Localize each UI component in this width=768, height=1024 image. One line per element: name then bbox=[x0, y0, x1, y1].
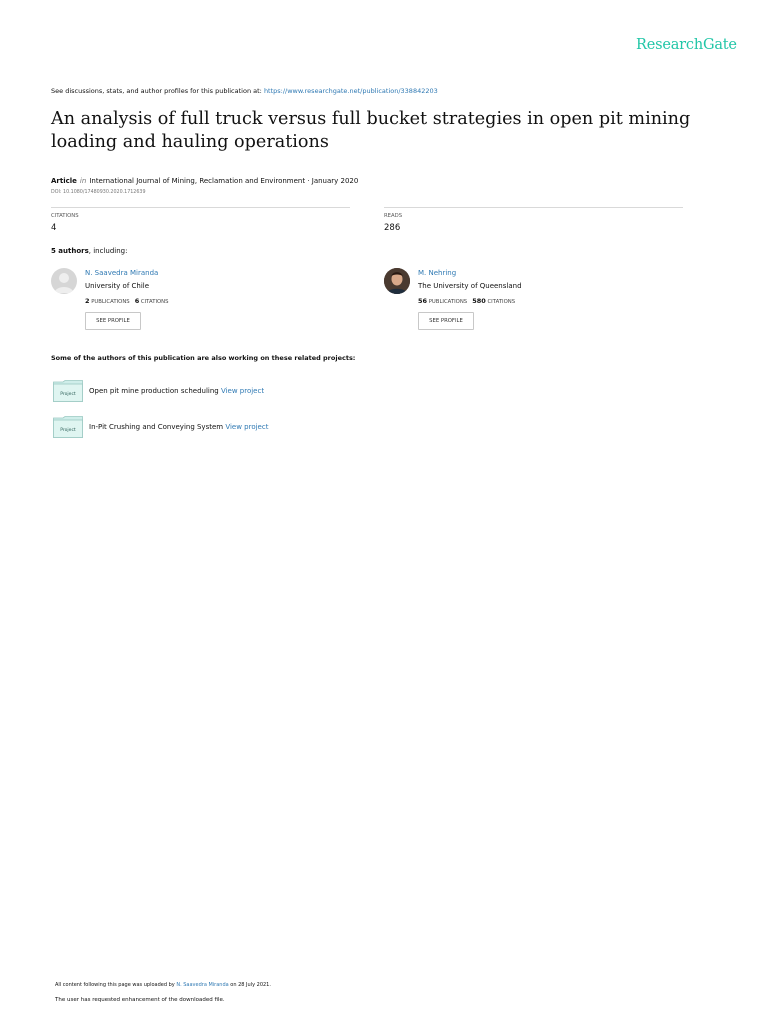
citations-label: CITATIONS bbox=[51, 213, 79, 219]
project-item-1 bbox=[89, 387, 264, 395]
project-name-2: In-Pit Crushing and Conveying System bbox=[89, 423, 224, 431]
project-item-2 bbox=[89, 423, 268, 431]
reads-label: READS bbox=[384, 213, 403, 219]
author-name-1[interactable]: N. Saavedra Miranda bbox=[85, 269, 159, 277]
default-user-icon bbox=[51, 268, 77, 294]
upload-note bbox=[55, 982, 271, 988]
intro-text: See discussions, stats, and author profiles for this publication at: bbox=[51, 87, 264, 95]
author-stats-1 bbox=[85, 297, 169, 305]
author-stats-2 bbox=[418, 297, 515, 305]
in-word: in bbox=[79, 177, 87, 185]
reads-value: 286 bbox=[384, 223, 401, 233]
publications-label-2: PUBLICATIONS bbox=[428, 299, 468, 305]
author-publications-2: 56 bbox=[418, 297, 428, 305]
upload-suffix: on 28 July 2021. bbox=[228, 982, 271, 988]
authors-count: 5 authors bbox=[51, 247, 89, 255]
author-institution-2: The University of Queensland bbox=[418, 282, 522, 290]
divider-right bbox=[384, 207, 683, 208]
intro-line bbox=[51, 87, 438, 95]
article-type: Article bbox=[51, 177, 77, 185]
enhancement-note: The user has requested enhancement of the downloaded file. bbox=[55, 997, 225, 1003]
view-project-link-2[interactable]: View project bbox=[225, 423, 269, 431]
author-institution-1: University of Chile bbox=[85, 282, 150, 290]
project-folder-icon bbox=[53, 380, 83, 402]
project-folder-icon bbox=[53, 416, 83, 438]
project-name-1: Open pit mine production scheduling bbox=[89, 387, 219, 395]
see-profile-button-1[interactable]: SEE PROFILE bbox=[85, 312, 141, 330]
authors-including: , including: bbox=[88, 247, 128, 255]
projects-heading: Some of the authors of this publication are also working on these related projects: bbox=[51, 354, 356, 362]
author-name-2[interactable]: M. Nehring bbox=[418, 269, 457, 277]
citations-value: 4 bbox=[51, 223, 57, 233]
author-citations-1: 6 bbox=[134, 297, 140, 305]
upload-prefix: All content following this page was uploaded by bbox=[55, 982, 177, 988]
avatar-photo[interactable] bbox=[384, 268, 410, 294]
publication-link[interactable]: https://www.researchgate.net/publication/338842203 bbox=[263, 87, 438, 95]
view-project-link-1[interactable]: View project bbox=[220, 387, 265, 395]
see-profile-button-2[interactable]: SEE PROFILE bbox=[418, 312, 474, 330]
project-folder-label: Project bbox=[60, 428, 76, 433]
project-folder-label: Project bbox=[60, 392, 76, 397]
author-publications-1: 2 bbox=[85, 297, 90, 305]
divider-left bbox=[51, 207, 350, 208]
avatar-placeholder[interactable] bbox=[51, 268, 77, 294]
article-meta bbox=[51, 177, 358, 185]
author-citations-2: 580 bbox=[472, 297, 486, 305]
person-photo-icon bbox=[384, 268, 410, 294]
citations-label-1: CITATIONS bbox=[140, 299, 169, 305]
doi: DOI: 10.1080/17480930.2020.1712639 bbox=[51, 190, 146, 195]
researchgate-logo[interactable]: ResearchGate bbox=[636, 37, 737, 53]
uploader-link[interactable]: N. Saavedra Miranda bbox=[176, 982, 229, 988]
publications-label-1: PUBLICATIONS bbox=[91, 299, 130, 305]
journal-name: International Journal of Mining, Reclamation and Environment · January 2020 bbox=[89, 177, 359, 185]
citations-label-2: CITATIONS bbox=[487, 299, 516, 305]
article-title: An analysis of full truck versus full bucket strategies in open pit mining loading and hauling operations bbox=[51, 109, 691, 152]
authors-heading bbox=[51, 247, 127, 255]
